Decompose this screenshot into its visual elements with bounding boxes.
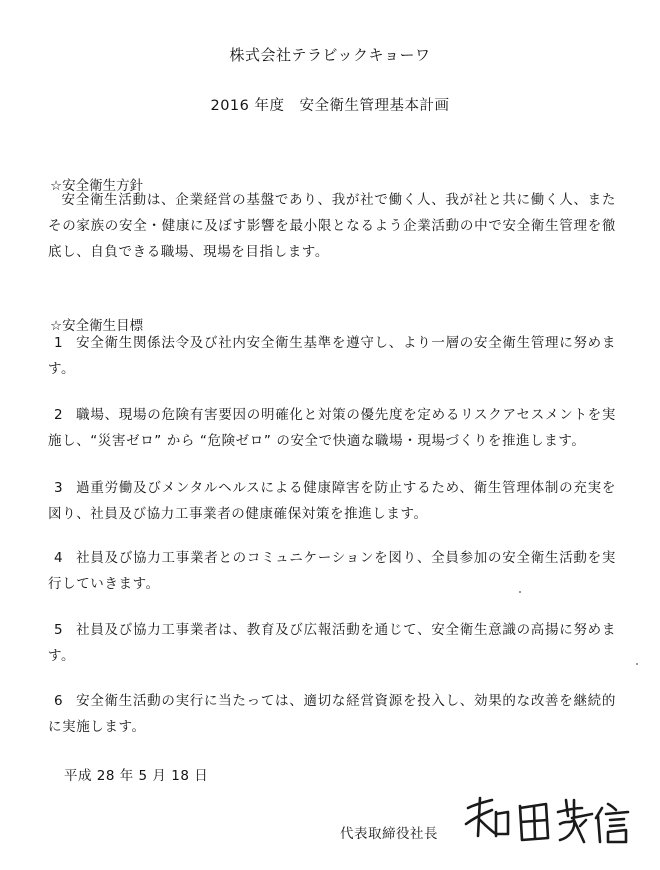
goal-item (48, 402, 616, 454)
goal-number: 3 (54, 480, 64, 496)
policy-heading: ☆安全衛生方針 (50, 178, 144, 194)
goal-text: 安全衛生活動の実行に当たっては、適切な経営資源を投入し、効果的な改善を継続的に実施します。 (48, 693, 616, 735)
goals-heading: ☆安全衛生目標 (50, 318, 144, 334)
issue-date: 平成 28 年 5 月 18 日 (64, 768, 209, 784)
scan-speck (519, 591, 521, 593)
goal-number: 1 (54, 335, 64, 351)
goal-item (48, 475, 616, 527)
goal-item (48, 330, 616, 382)
scan-speck (636, 663, 638, 665)
goal-text: 社員及び協力工事業者とのコミュニケーションを図り、全員参加の安全衛生活動を実行していきます。 (48, 550, 616, 592)
goal-item (48, 688, 616, 740)
goal-text: 職場、現場の危険有害要因の明確化と対策の優先度を定めるリスクアセスメントを実施し、“災害ゼロ” から “危険ゼロ” の安全で快適な職場・現場づくりを推進します。 (48, 407, 616, 449)
goal-number: 2 (54, 407, 64, 423)
representative-title: 代表取締役社長 (340, 826, 438, 842)
goal-text: 過重労働及びメンタルヘルスによる健康障害を防止するため、衛生管理体制の充実を図り、社員及び協力工事業者の健康確保対策を推進します。 (48, 480, 616, 522)
goal-item (48, 545, 616, 597)
goal-number: 5 (54, 622, 64, 638)
plan-title: 2016 年度 安全衛生管理基本計画 (210, 98, 450, 114)
company-name: 株式会社テラビックキョーワ (229, 46, 431, 64)
policy-text: 安全衛生活動は、企業経営の基盤であり、我が社で働く人、我が社と共に働く人、またその家族の安全・健康に及ぼす影響を最小限となるよう企業活動の中で安全衛生管理を徹底し、自負できる職場、現場を目指します。 (48, 192, 616, 260)
goal-number: 4 (54, 550, 64, 566)
goal-text: 社員及び協力工事業者は、教育及び広報活動を通じて、安全衛生意識の高揚に努めます。 (48, 622, 616, 664)
handwritten-signature (462, 790, 637, 850)
goal-number: 6 (54, 693, 64, 709)
goal-item (48, 617, 616, 669)
goal-text: 安全衛生関係法令及び社内安全衛生基準を遵守し、より一層の安全衛生管理に努めます。 (48, 335, 616, 377)
